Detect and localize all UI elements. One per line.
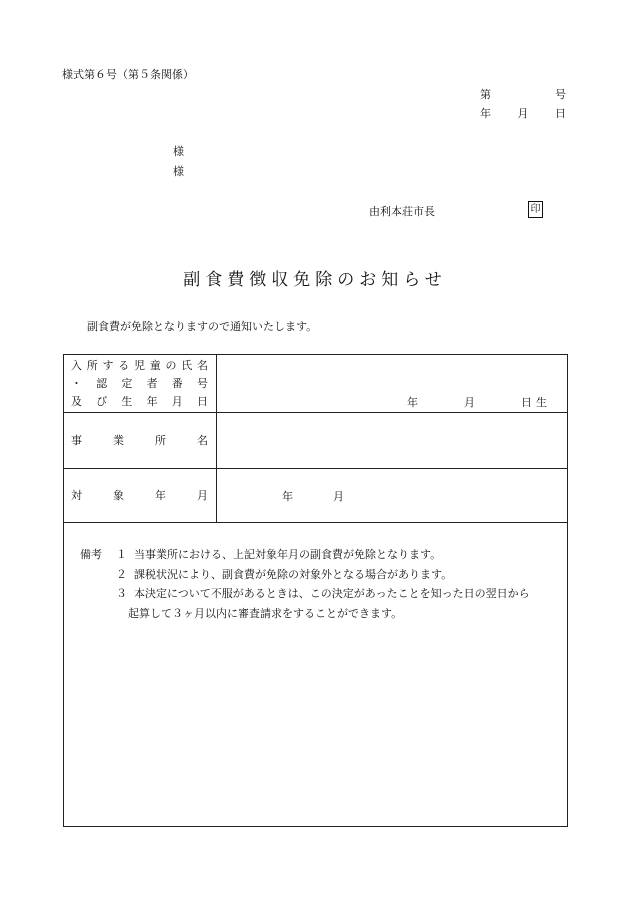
remarks-item-number: ３ — [116, 587, 127, 600]
label-char: 名 — [197, 433, 208, 447]
table-row-child — [64, 355, 568, 413]
child-label-line-2 — [64, 375, 216, 393]
remarks-item-number: ２ — [116, 567, 127, 581]
document-number-suffix: 号 — [555, 88, 566, 101]
label-char: 号 — [196, 376, 208, 390]
birth-month: 月 — [464, 395, 475, 409]
addressee-line-1: 様 — [173, 145, 184, 158]
label-char: 名 — [197, 358, 208, 372]
label-char: 年 — [155, 488, 166, 502]
label-char: 氏 — [181, 358, 193, 372]
birth-date — [217, 396, 567, 410]
label-char: 生 — [121, 394, 133, 408]
label-char: び — [96, 394, 108, 408]
remarks-item — [80, 584, 567, 604]
target-label-chars — [64, 487, 216, 505]
child-label-line-3 — [64, 393, 216, 411]
label-char: の — [165, 358, 177, 372]
facility-name-value — [217, 413, 568, 469]
remarks-item-continuation — [80, 604, 567, 624]
document-number-prefix: 第 — [480, 88, 491, 101]
birth-day-group — [521, 396, 547, 410]
label-char: 対 — [71, 488, 82, 502]
label-char: 児 — [134, 358, 145, 372]
remarks-item-text: 起算して３ヶ月以内に審査請求をすることができます。 — [128, 606, 403, 620]
child-label-line-1 — [64, 357, 216, 375]
child-info-value — [217, 355, 568, 413]
label-char: 月 — [197, 488, 208, 502]
remarks-spacer — [80, 565, 116, 585]
document-date-year: 年 — [480, 107, 491, 120]
target-date — [217, 488, 567, 504]
target-month-value — [217, 469, 568, 523]
remarks-label: 備考 — [80, 548, 102, 561]
remarks-item-text: 課税状況により、副食費が免除の対象外となる場合があります。 — [134, 567, 453, 581]
birth-day: 日 — [521, 395, 532, 409]
label-char: 童 — [149, 358, 161, 372]
remarks-spacer — [80, 584, 116, 604]
document-date — [480, 105, 566, 121]
remarks-cell — [64, 523, 568, 827]
seal-mark: 印 — [528, 201, 543, 218]
label-char: 日 — [196, 394, 208, 408]
label-char: 業 — [113, 433, 124, 447]
label-char: ・ — [71, 376, 82, 390]
document-number — [480, 86, 566, 102]
label-char: 者 — [146, 376, 158, 390]
label-char: 及 — [71, 394, 82, 408]
label-char: 月 — [171, 394, 183, 408]
remarks-item-number: １ — [116, 548, 127, 561]
label-char: 所 — [86, 358, 98, 372]
table-row-target — [64, 469, 568, 523]
remarks-item-text: 当事業所における、上記対象年月の副食費が免除となります。 — [134, 548, 442, 561]
facility-name-label — [64, 413, 217, 469]
remarks-item-text: 本決定について不服があるときは、この決定があったことを知った日の翌日から — [134, 587, 530, 600]
label-char: 入 — [71, 358, 82, 372]
document-date-day: 日 — [555, 107, 566, 120]
label-char: 象 — [113, 488, 124, 502]
label-char: 認 — [96, 376, 108, 390]
target-year: 年 — [282, 489, 293, 503]
label-char: 所 — [155, 433, 166, 447]
birth-suffix: 生 — [536, 395, 547, 409]
table-row-facility — [64, 413, 568, 469]
facility-label-chars — [64, 432, 216, 450]
label-char: 年 — [146, 394, 158, 408]
document-date-month: 月 — [517, 107, 529, 120]
issuer-name: 由利本荘市長 — [369, 205, 435, 218]
remarks-item — [80, 545, 567, 565]
target-month-label — [64, 469, 217, 523]
child-info-label — [64, 355, 217, 413]
notice-table — [63, 354, 568, 827]
label-char: る — [118, 358, 130, 372]
intro-text: 副食費が免除となりますので通知いたします。 — [87, 320, 318, 333]
label-char: 事 — [71, 433, 82, 447]
birth-year: 年 — [407, 395, 418, 409]
table-row-remarks — [64, 523, 568, 827]
addressee-line-2: 様 — [173, 165, 184, 178]
form-number: 様式第６号（第５条関係） — [62, 68, 194, 81]
label-char: 番 — [171, 376, 183, 390]
label-char: 定 — [121, 376, 133, 390]
remarks-block — [80, 545, 567, 623]
document-title: 副食費徴収免除のお知らせ — [183, 270, 447, 290]
label-char: す — [102, 358, 114, 372]
target-month: 月 — [333, 489, 344, 503]
remarks-item — [80, 565, 567, 585]
